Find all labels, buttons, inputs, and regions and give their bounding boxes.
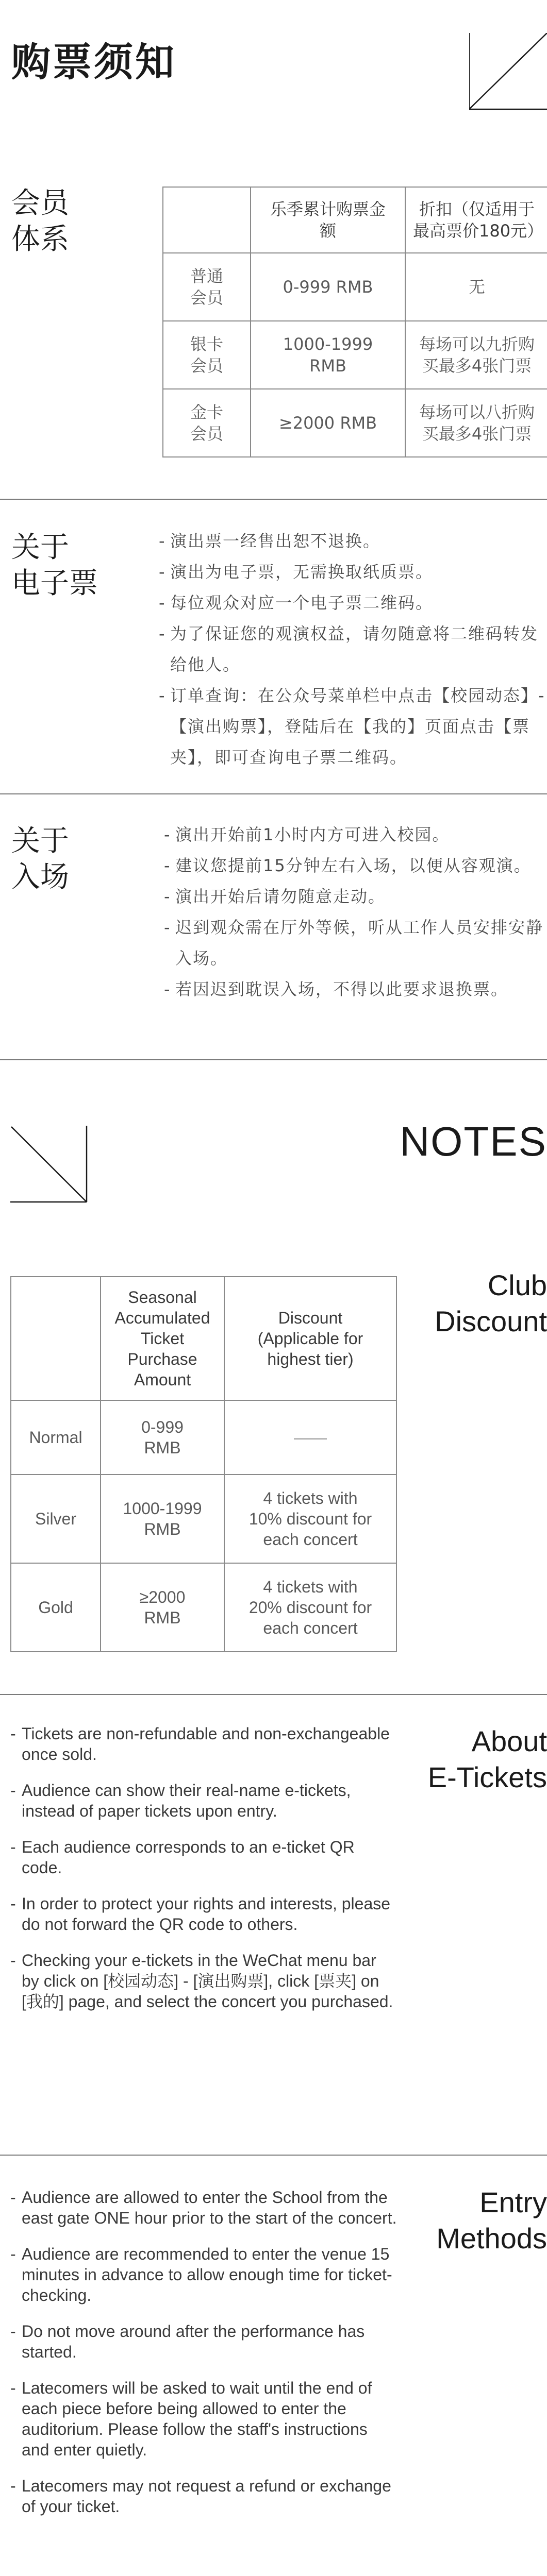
col-discount-header: Discount (Applicable for highest tier) [224, 1277, 396, 1400]
section-heading-entry-cn: 关于 入场 [11, 824, 69, 894]
table-row: Normal 0-999 RMB —— [11, 1400, 396, 1475]
list-item: - 每位观众对应一个电子票二维码。 [159, 587, 545, 618]
list-item: - 建议您提前15分钟左右入场，以便从容观演。 [164, 850, 545, 881]
divider [0, 1694, 547, 1695]
list-item: - 演出票一经售出恕不退换。 [159, 526, 545, 556]
section-heading-etickets-cn: 关于 电子票 [11, 531, 98, 600]
divider [0, 499, 547, 500]
list-item: - Tickets are non-refundable and non-exchangeable once sold. [10, 1723, 397, 1765]
col-amount-header: Seasonal Accumulated Ticket Purchase Amount [101, 1277, 224, 1400]
section-heading-club-en: Club Discount [435, 1269, 547, 1337]
page-title-cn: 购票须知 [11, 39, 176, 85]
list-item: - Each audience corresponds to an e-ticket QR code. [10, 1837, 397, 1878]
diagonal-arrow-icon [469, 33, 547, 110]
col-discount-header: 折扣（仅适用于最高票价180元） [405, 187, 547, 253]
table-row: 银卡会员 1000-1999 RMB 每场可以九折购买最多4张门票 [163, 321, 547, 389]
entry-notes-cn [164, 819, 545, 1005]
list-item: - 演出开始后请勿随意走动。 [164, 881, 545, 912]
membership-table-en [10, 1276, 397, 1652]
divider [0, 2155, 547, 2156]
list-item: - 演出为电子票，无需换取纸质票。 [159, 556, 545, 587]
table-row: 普通会员 0-999 RMB 无 [163, 253, 547, 321]
list-item: - Latecomers may not request a refund or exchange of your ticket. [10, 2476, 397, 2517]
divider [0, 793, 547, 794]
section-heading-entry-en: Entry Methods [436, 2186, 547, 2255]
table-row: 金卡会员 ≥2000 RMB 每场可以八折购买最多4张门票 [163, 389, 547, 457]
entry-notes-en [10, 2187, 397, 2532]
divider [0, 1059, 547, 1060]
list-item: - Latecomers will be asked to wait until the end of each piece before being allowed to enter the auditorium. Please follow the staff's instructions and enter quietly. [10, 2378, 397, 2460]
list-item: - 迟到观众需在厅外等候，听从工作人员安排安静入场。 [164, 912, 545, 974]
diagonal-arrow-down-icon [10, 1126, 88, 1203]
list-item: - 若因迟到耽误入场，不得以此要求退换票。 [164, 974, 545, 1005]
list-item: - 为了保证您的观演权益，请勿随意将二维码转发给他人。 [159, 618, 545, 680]
eticket-notes-cn [159, 526, 545, 773]
table-row: Silver 1000-1999 RMB 4 tickets with 10% discount for each concert [11, 1475, 396, 1563]
col-amount-header: 乐季累计购票金额 [251, 187, 405, 253]
list-item: - Audience are allowed to enter the School from the east gate ONE hour prior to the start of the concert. [10, 2187, 397, 2228]
membership-table-cn [162, 187, 547, 457]
section-heading-etickets-en: About E-Tickets [427, 1725, 547, 1793]
list-item: - In order to protect your rights and interests, please do not forward the QR code to others. [10, 1893, 397, 1935]
list-item: - 订单查询：在公众号菜单栏中点击【校园动态】-【演出购票】，登陆后在【我的】页面点击【票夹】，即可查询电子票二维码。 [159, 680, 545, 773]
table-row: Gold ≥2000 RMB 4 tickets with 20% discount for each concert [11, 1563, 396, 1652]
eticket-notes-en [10, 1723, 397, 2027]
section-heading-membership-cn: 会员 体系 [11, 187, 69, 256]
list-item: - Audience can show their real-name e-tickets, instead of paper tickets upon entry. [10, 1780, 397, 1821]
list-item: - Audience are recommended to enter the venue 15 minutes in advance to allow enough time for ticket-checking. [10, 2244, 397, 2306]
list-item: - 演出开始前1小时内方可进入校园。 [164, 819, 545, 850]
list-item: - Checking your e-tickets in the WeChat menu bar by click on [校园动态] - [演出购票], click [票夹] on [我的] page, and select the concert you purchased. [10, 1950, 397, 2012]
list-item: - Do not move around after the performance has started. [10, 2321, 397, 2362]
page-title-en: NOTES [400, 1118, 547, 1164]
